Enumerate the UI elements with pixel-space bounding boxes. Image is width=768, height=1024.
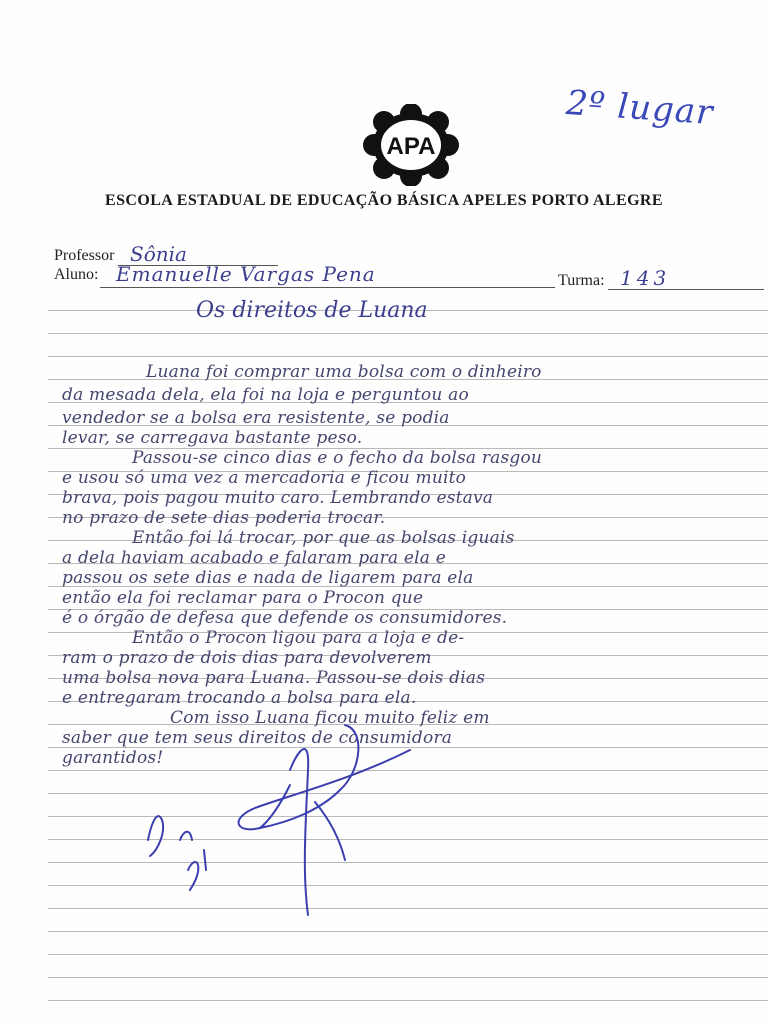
essay-line: saber que tem seus direitos de consumidora xyxy=(62,728,453,748)
essay-line: Passou-se cinco dias e o fecho da bolsa rasgou xyxy=(132,448,543,468)
essay-line: ram o prazo de dois dias para devolverem xyxy=(62,648,432,668)
essay-line: brava, pois pagou muito caro. Lembrando estava xyxy=(62,488,494,508)
essay-line: é o órgão de defesa que defende os consumidores. xyxy=(62,608,508,628)
logo-text: APA xyxy=(386,133,436,160)
professor-value: Sônia xyxy=(130,242,187,266)
essay-line: e entregaram trocando a bolsa para ela. xyxy=(62,688,417,708)
school-name: ESCOLA ESTADUAL DE EDUCAÇÃO BÁSICA APELES PORTO ALEGRE xyxy=(105,192,663,209)
placement-annotation: 2º lugar xyxy=(564,82,715,134)
turma-label: Turma: xyxy=(558,272,605,289)
essay-title: Os direitos de Luana xyxy=(196,298,428,323)
essay-line: então ela foi reclamar para o Procon que xyxy=(62,588,424,608)
school-logo-icon xyxy=(362,104,460,186)
turma-value: 143 xyxy=(620,266,671,290)
teacher-signature-icon xyxy=(140,710,500,940)
essay-line: garantidos! xyxy=(62,748,164,768)
essay-line: passou os sete dias e nada de ligarem para ela xyxy=(62,568,474,588)
essay-line: Então o Procon ligou para a loja e de- xyxy=(132,628,465,648)
essay-line: Com isso Luana ficou muito feliz em xyxy=(170,708,490,728)
essay-line: e usou só uma vez a mercadoria e ficou muito xyxy=(62,468,467,488)
aluno-label: Aluno: xyxy=(54,266,99,283)
essay-line: no prazo de sete dias poderia trocar. xyxy=(62,508,386,528)
essay-line: da mesada dela, ela foi na loja e perguntou ao xyxy=(62,385,469,405)
essay-line: Luana foi comprar uma bolsa com o dinheiro xyxy=(146,362,542,382)
aluno-value: Emanuelle Vargas Pena xyxy=(116,262,376,286)
essay-line: levar, se carregava bastante peso. xyxy=(62,428,363,448)
essay-line: uma bolsa nova para Luana. Passou-se dois dias xyxy=(62,668,486,688)
essay-line: Então foi lá trocar, por que as bolsas iguais xyxy=(132,528,515,548)
essay-line: a dela haviam acabado e falaram para ela e xyxy=(62,548,447,568)
essay-line: vendedor se a bolsa era resistente, se podia xyxy=(62,408,450,428)
professor-label: Professor xyxy=(54,247,115,264)
